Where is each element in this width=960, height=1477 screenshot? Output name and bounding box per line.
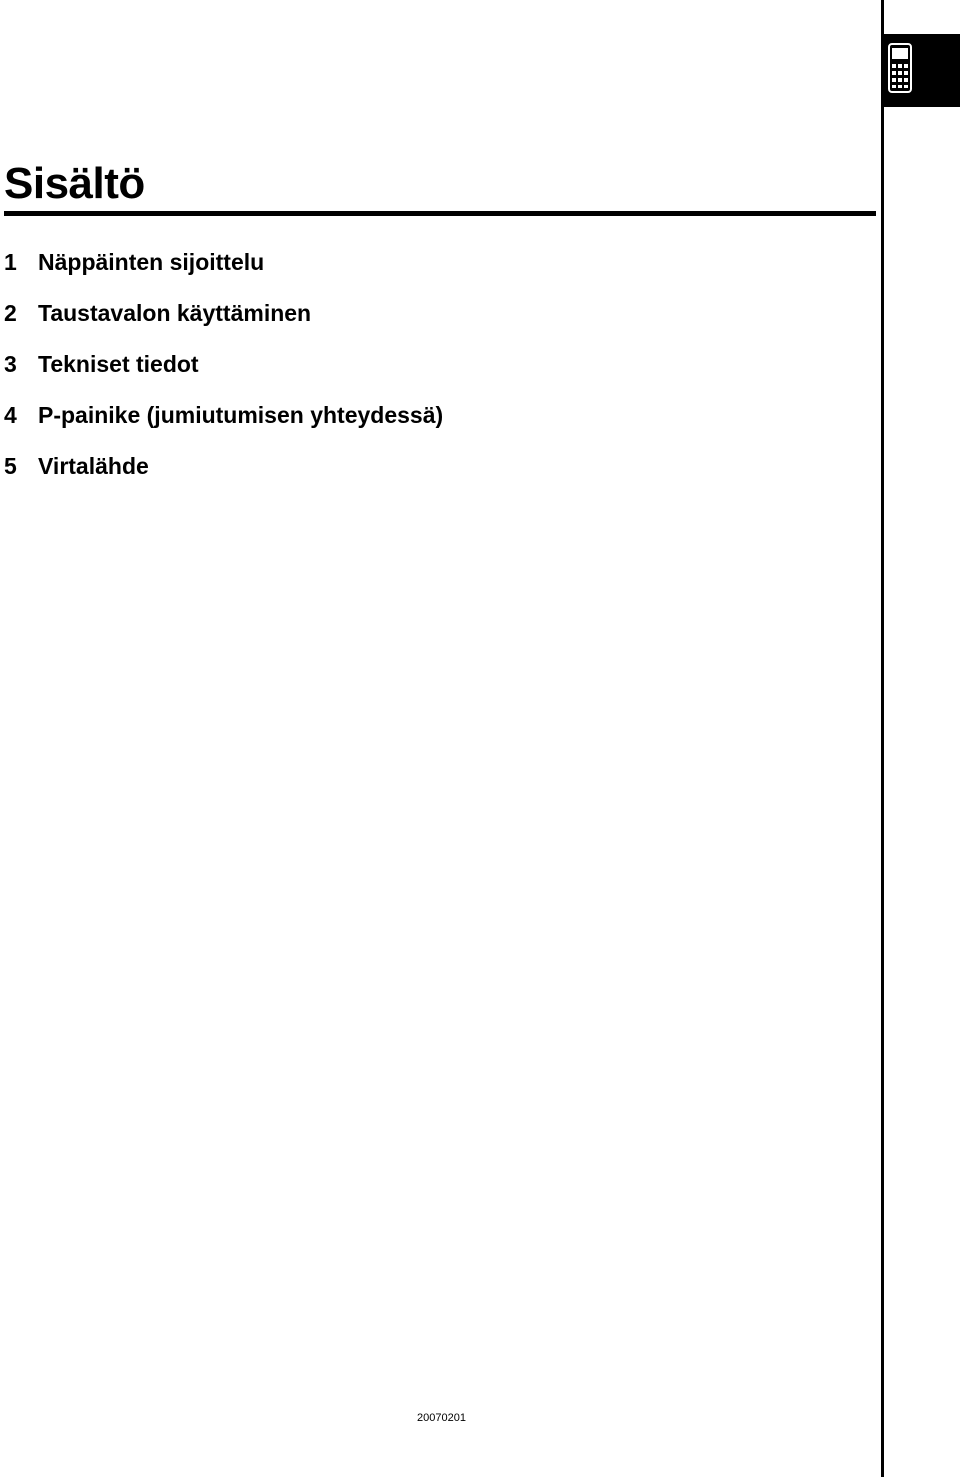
page-title: Sisältö (4, 159, 145, 208)
toc-number: 4 (4, 402, 17, 428)
side-tab (883, 34, 960, 107)
side-rule (881, 0, 884, 1477)
toc-label: Taustavalon käyttäminen (38, 300, 312, 326)
toc-item-2[interactable] (4, 291, 443, 342)
toc-label: Virtalähde (38, 453, 149, 479)
table-of-contents (4, 240, 443, 495)
toc-number: 1 (4, 249, 17, 275)
toc-item-3[interactable] (4, 342, 443, 393)
toc-number: 2 (4, 300, 17, 326)
toc-item-4[interactable] (4, 393, 443, 444)
footer-code: 20070201 (417, 1412, 466, 1424)
toc-number: 3 (4, 351, 17, 377)
toc-number: 5 (4, 453, 17, 479)
toc-item-5[interactable] (4, 444, 443, 495)
calculator-icon (888, 43, 912, 93)
toc-label: P-painike (jumiutumisen yhteydessä) (38, 402, 444, 428)
title-rule (4, 211, 876, 216)
toc-label: Tekniset tiedot (38, 351, 199, 377)
toc-item-1[interactable] (4, 240, 443, 291)
toc-label: Näppäinten sijoittelu (38, 249, 265, 275)
